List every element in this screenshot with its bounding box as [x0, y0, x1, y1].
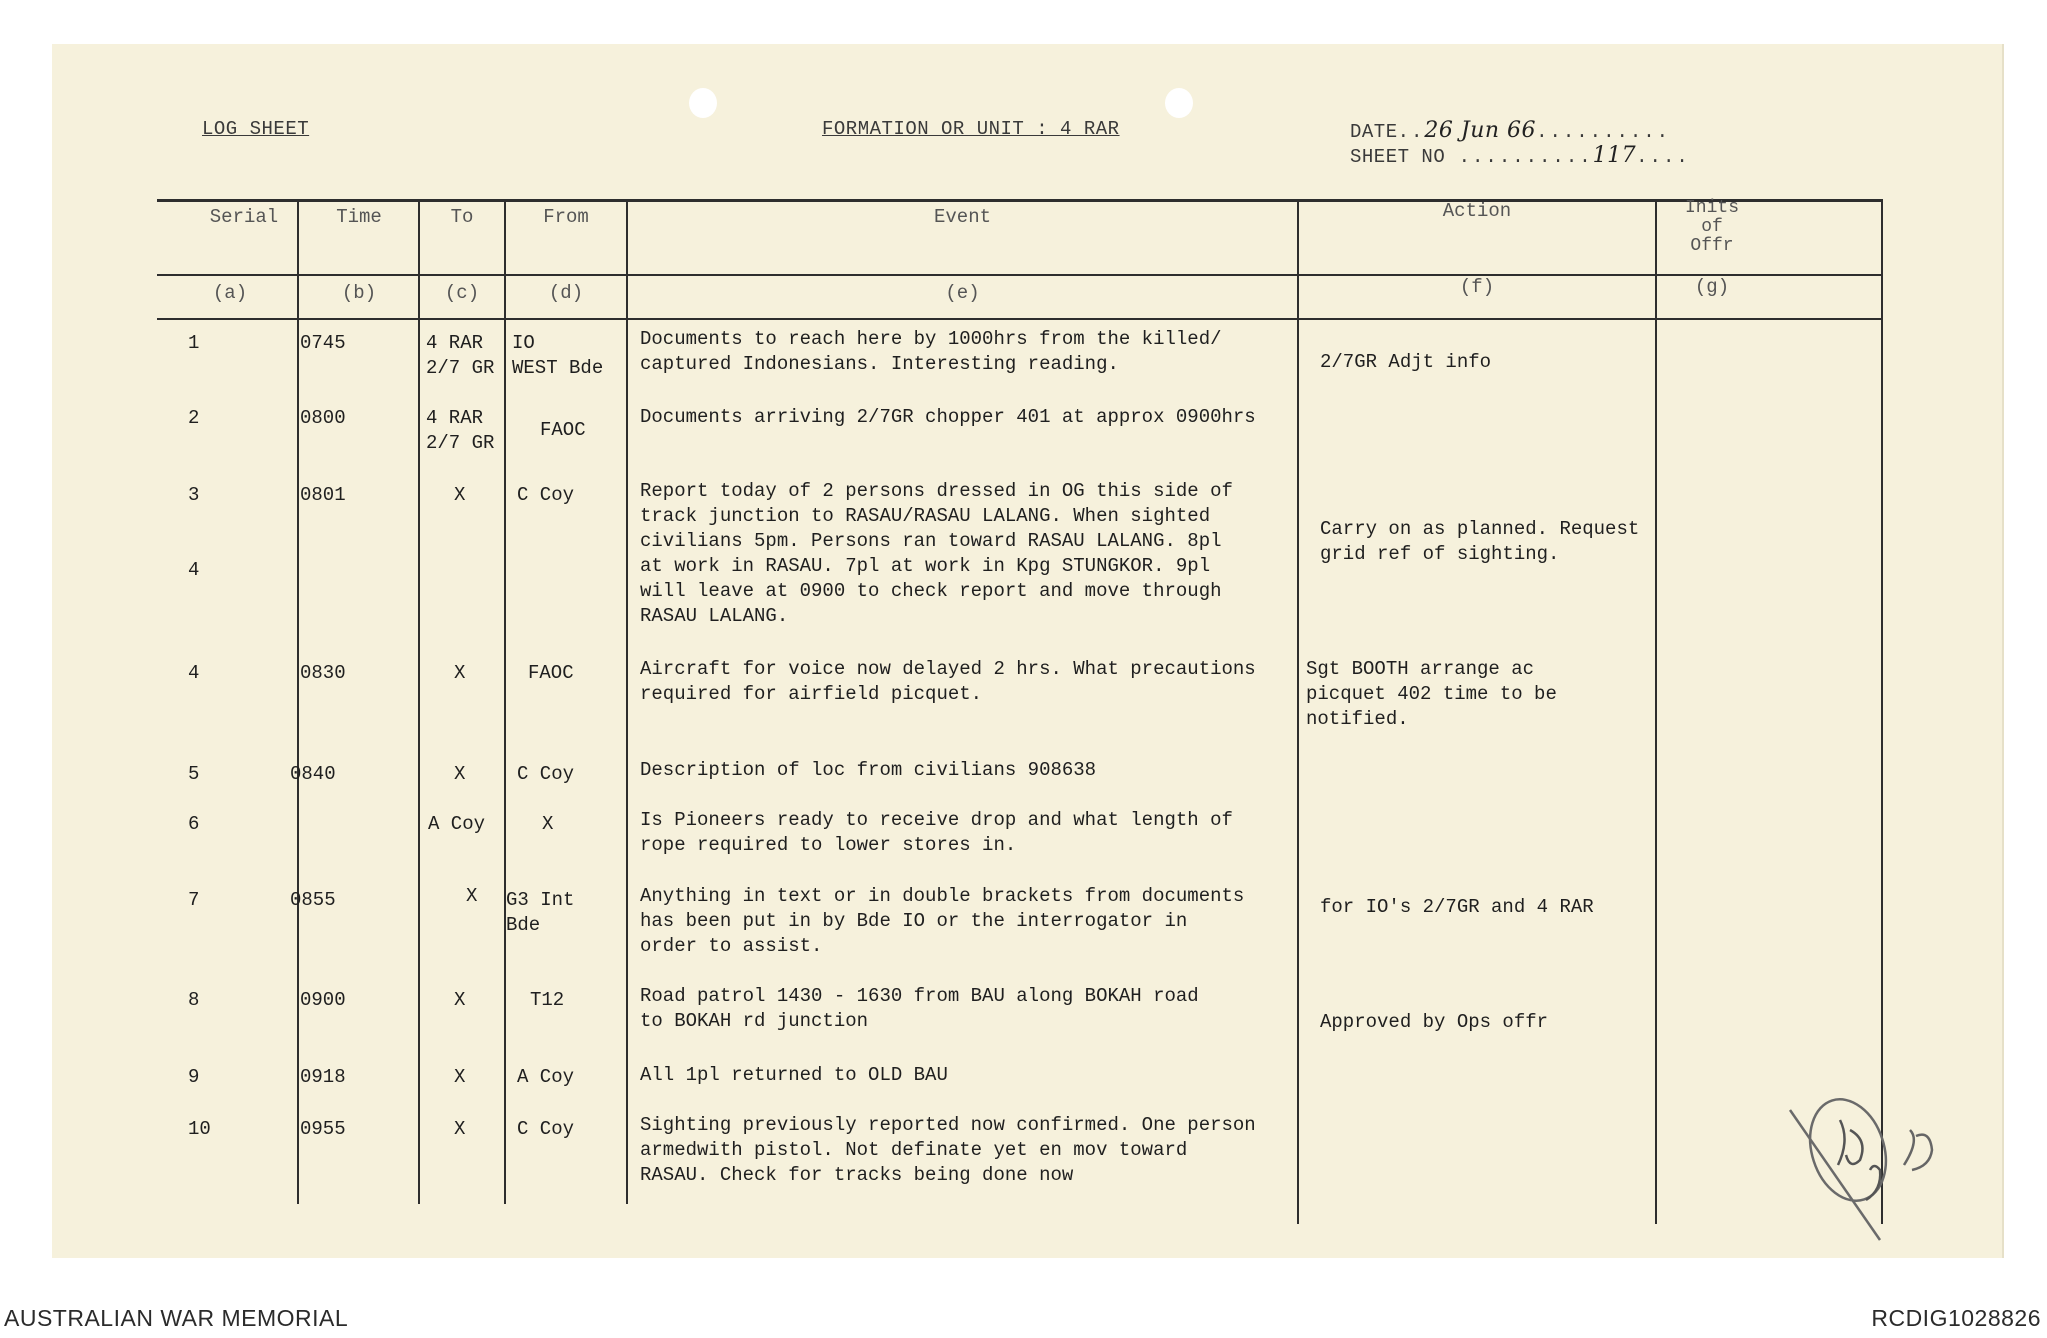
- date-value: 26 Jun 66: [1424, 118, 1537, 143]
- time-cell: 0900: [300, 989, 346, 1011]
- action-cell: Carry on as planned. Request grid ref of sighting.: [1320, 518, 1640, 565]
- action-cell: Sgt BOOTH arrange ac picquet 402 time to be notified.: [1306, 658, 1557, 730]
- event-cell: Documents to reach here by 1000hrs from the killed/ captured Indonesians. Interesting reading.: [640, 328, 1222, 375]
- time-cell: 0840: [290, 763, 336, 785]
- punch-hole: [1165, 88, 1193, 118]
- col-letter-to: (c): [444, 282, 480, 304]
- event-cell: Anything in text or in double brackets from documents has been put in by Bde IO or the interrogator in order to assist.: [640, 885, 1245, 957]
- from-cell: C Coy: [517, 484, 575, 506]
- serial-cell: 9: [188, 1066, 200, 1088]
- column-rule: [297, 199, 299, 1204]
- time-cell: 0918: [300, 1066, 346, 1088]
- time-cell: 0745: [300, 332, 346, 354]
- time-cell: 0801: [300, 484, 346, 506]
- col-letter-from: (d): [548, 282, 584, 304]
- punch-hole: [689, 88, 717, 118]
- time-cell: 0855: [290, 889, 336, 911]
- serial-cell: 1: [188, 332, 200, 354]
- footer-source: AUSTRALIAN WAR MEMORIAL: [4, 1305, 349, 1331]
- col-letter-event: (e): [945, 282, 980, 304]
- date-label: DATE: [1350, 121, 1398, 143]
- event-cell: Report today of 2 persons dressed in OG this side of track junction to RASAU/RASAU LALANG. When sighted civilians 5pm. Persons ran toward RASAU LALANG. 8pl at work in RASAU. 7pl at work in Kpg STUNGKOR. 9pl will leave at 0900 to check report and move through RASAU LALANG.: [640, 480, 1233, 627]
- time-cell: 0800: [300, 407, 346, 429]
- col-header-to: To: [450, 206, 474, 228]
- col-header-event: Event: [933, 206, 991, 228]
- from-cell: IO WEST Bde: [512, 332, 604, 379]
- col-header-serial: Serial: [209, 206, 279, 228]
- to-cell: X: [454, 1066, 466, 1088]
- from-cell: X: [542, 813, 554, 835]
- to-cell: X: [454, 763, 466, 785]
- to-cell: A Coy: [428, 813, 486, 835]
- to-cell: X: [454, 662, 466, 684]
- sheet-number-value: 117: [1592, 143, 1637, 168]
- from-cell: FAOC: [540, 419, 586, 441]
- footer-id: RCDIG1028826: [1871, 1305, 2041, 1331]
- sheet-number-label: SHEET NO: [1350, 146, 1446, 168]
- header-bottom-rule: [157, 318, 1882, 320]
- column-rule: [1655, 199, 1657, 1224]
- to-cell: 4 RAR 2/7 GR: [426, 332, 495, 379]
- serial-cell: 8: [188, 989, 200, 1011]
- col-header-inits: Inits of Offr: [1684, 198, 1739, 256]
- to-cell: X: [454, 989, 466, 1011]
- to-cell: 4 RAR 2/7 GR: [426, 407, 495, 454]
- sheet-number-field: SHEET NO ..........117....: [1350, 143, 1690, 168]
- from-cell: C Coy: [517, 1118, 575, 1140]
- col-letter-action: (f): [1459, 276, 1495, 298]
- column-rule: [504, 199, 506, 1204]
- to-cell: X: [466, 885, 478, 907]
- to-cell: X: [454, 484, 466, 506]
- from-cell: A Coy: [517, 1066, 575, 1088]
- action-cell: Approved by Ops offr: [1320, 1011, 1549, 1033]
- col-letter-inits: (g): [1694, 276, 1730, 298]
- event-cell: All 1pl returned to OLD BAU: [640, 1064, 948, 1086]
- sheet-title: LOG SHEET: [202, 118, 310, 140]
- serial-cell-extra: 4: [188, 559, 200, 581]
- column-rule: [418, 199, 420, 1204]
- col-letter-serial: (a): [212, 282, 248, 304]
- serial-cell: 4: [188, 662, 200, 684]
- serial-cell: 10: [188, 1118, 211, 1140]
- event-cell: Is Pioneers ready to receive drop and what length of rope required to lower stores in.: [640, 809, 1233, 856]
- time-cell: 0830: [300, 662, 346, 684]
- col-header-action: Action: [1442, 200, 1512, 222]
- time-cell: 0955: [300, 1118, 346, 1140]
- event-cell: Documents arriving 2/7GR chopper 401 at approx 0900hrs: [640, 406, 1256, 428]
- serial-cell: 3: [188, 484, 200, 506]
- serial-cell: 2: [188, 407, 200, 429]
- event-cell: Aircraft for voice now delayed 2 hrs. What precautions required for airfield picquet.: [640, 658, 1256, 705]
- to-cell: X: [454, 1118, 466, 1140]
- from-cell: C Coy: [517, 763, 575, 785]
- col-header-from: From: [543, 206, 589, 228]
- from-cell: G3 Int Bde: [506, 889, 575, 936]
- col-header-time: Time: [336, 206, 382, 228]
- formation-unit: FORMATION OR UNIT : 4 RAR: [822, 118, 1120, 140]
- event-cell: Description of loc from civilians 908638: [640, 759, 1097, 781]
- action-cell: for IO's 2/7GR and 4 RAR: [1320, 896, 1594, 918]
- action-cell: 2/7GR Adjt info: [1320, 351, 1492, 373]
- serial-cell: 5: [188, 763, 200, 785]
- col-letter-time: (b): [341, 282, 377, 304]
- from-cell: FAOC: [528, 662, 574, 684]
- event-cell: Sighting previously reported now confirmed. One person armedwith pistol. Not definate yet en mov toward RASAU. Check for tracks being done now: [640, 1114, 1256, 1186]
- date-field: DATE..26 Jun 66..........: [1350, 118, 1671, 143]
- serial-cell: 6: [188, 813, 200, 835]
- event-cell: Road patrol 1430 - 1630 from BAU along BOKAH road to BOKAH rd junction: [640, 985, 1199, 1032]
- handwritten-initials-mark: [1770, 1090, 1970, 1250]
- serial-cell: 7: [188, 889, 200, 911]
- column-rule: [1297, 199, 1299, 1224]
- column-rule: [626, 199, 628, 1204]
- from-cell: T12: [530, 989, 565, 1011]
- column-rule: [1881, 199, 1883, 1224]
